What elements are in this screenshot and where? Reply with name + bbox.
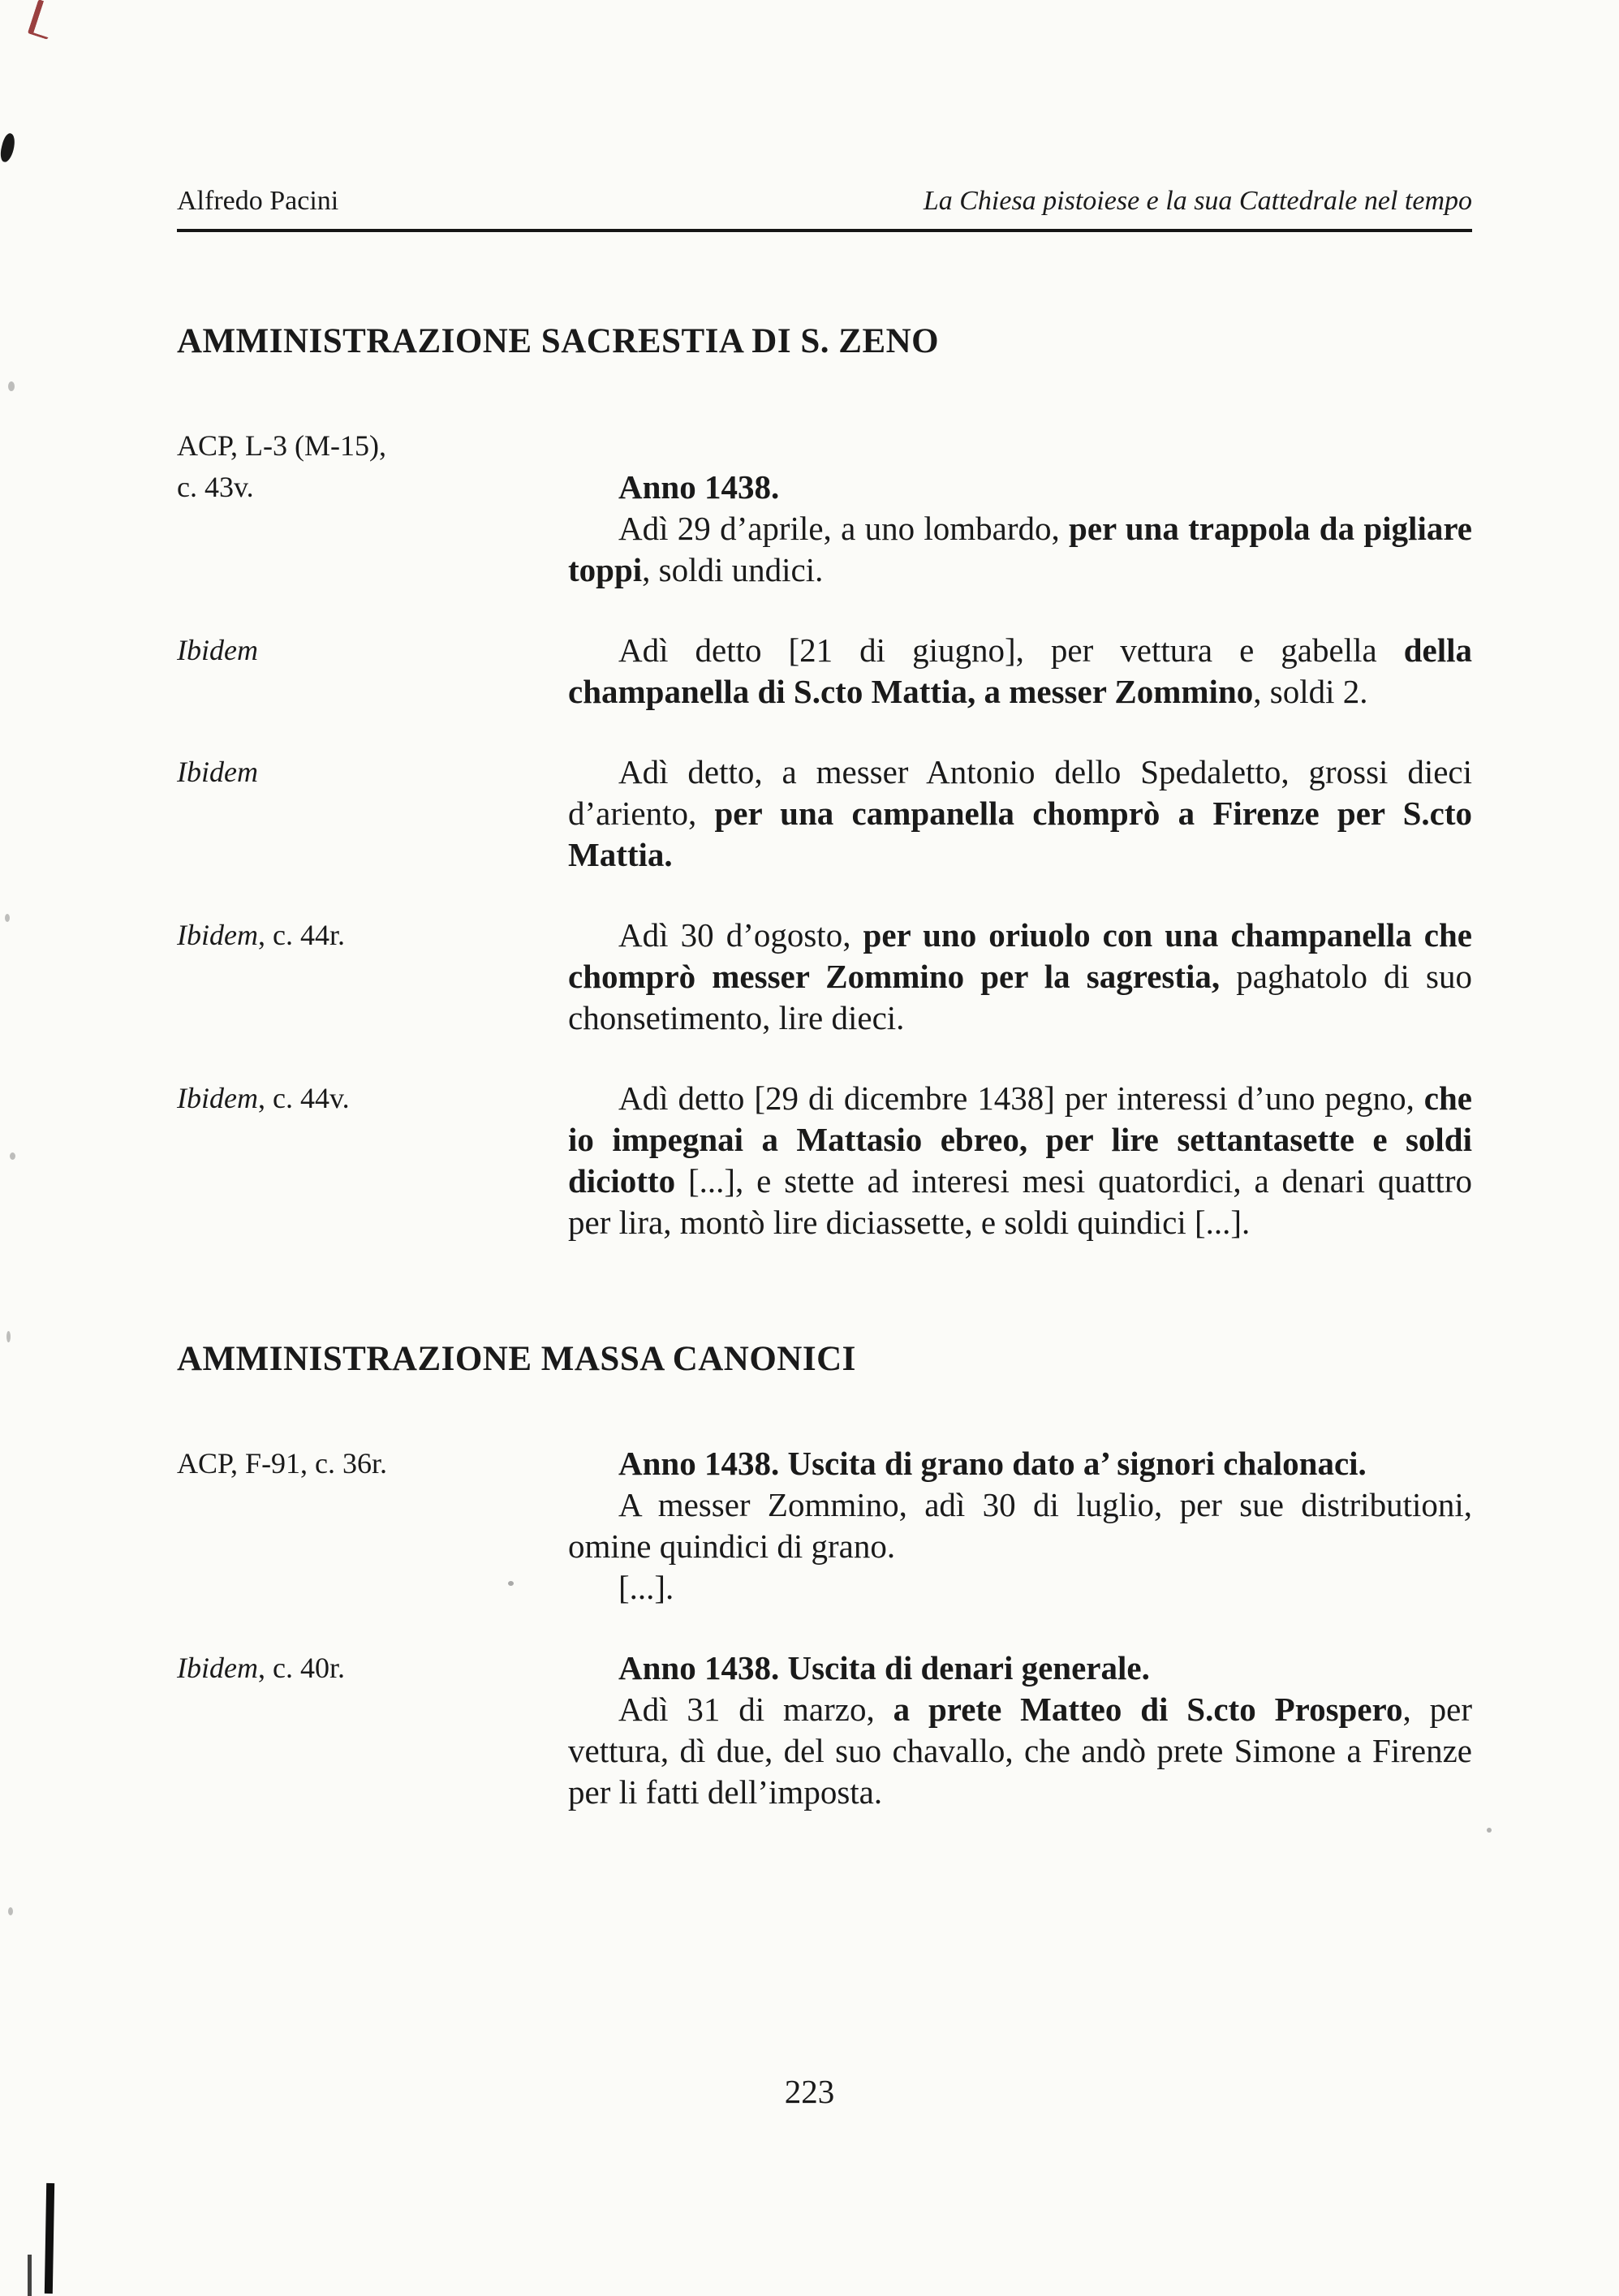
entry-paragraph: Adì detto, a messer Antonio dello Spedaletto, grossi dieci d’ariento, per una campanella chomprò a Firenze per S.cto Mattia. (568, 753, 1472, 873)
entry-text (568, 1648, 1472, 1813)
entry-text (568, 467, 1472, 591)
entry-paragraph: Adì 29 d’aprile, a uno lombardo, per una trappola da pigliare toppi, soldi undici. (568, 510, 1472, 588)
header-rule (177, 229, 1472, 232)
section-heading: AMMINISTRAZIONE SACRESTIA DI S. ZENO (177, 322, 940, 360)
entry-text (568, 1078, 1472, 1243)
scan-speck (6, 1331, 11, 1342)
source-reference (177, 915, 568, 1039)
source-reference-line: ACP, F-91, c. 36r. (177, 1447, 388, 1480)
section-sacrestia-s-zeno (177, 323, 1472, 1243)
entry (177, 752, 1472, 876)
scan-speck (8, 1907, 13, 1915)
entry-text (568, 1443, 1472, 1609)
entry-paragraph: Adì 31 di marzo, a prete Matteo di S.cto Prospero, per vettura, dì due, del suo chavallo, che andò prete Simone a Firenze per li fatti dell’imposta. (568, 1691, 1472, 1811)
entry-paragraph: Anno 1438. (618, 468, 780, 506)
entry (177, 1443, 1472, 1609)
scan-speck (5, 914, 10, 922)
entry-text (568, 752, 1472, 876)
entry (177, 1648, 1472, 1813)
page-number: 223 (784, 2073, 835, 2110)
entry (177, 425, 1472, 591)
source-reference-line: Ibidem (177, 634, 258, 666)
entry-paragraph: Adì 30 d’ogosto, per uno oriuolo con una champanella che chomprò messer Zommino per la sagrestia, paghatolo di suo chonsetimento, lire dieci. (568, 916, 1473, 1036)
scan-speck (8, 381, 15, 391)
entry-paragraph: [...]. (618, 1569, 674, 1606)
entry (177, 1078, 1472, 1243)
source-reference (177, 1443, 568, 1609)
source-reference (177, 425, 568, 591)
entry (177, 915, 1472, 1039)
scan-bar-artifact (28, 2255, 32, 2296)
entry-paragraph: A messer Zommino, adì 30 di luglio, per sue distributioni, omine quindici di grano. (568, 1486, 1472, 1565)
scan-speck (1487, 1828, 1492, 1833)
source-reference-line: Ibidem (177, 756, 258, 788)
entry-paragraph: Anno 1438. Uscita di grano dato a’ signori chalonaci. (618, 1445, 1367, 1482)
entry-text (568, 630, 1472, 713)
page-body (177, 185, 1472, 1852)
entry-paragraph: Adì detto [21 di giugno], per vettura e gabella della champanella di S.cto Mattia, a messer Zommino, soldi 2. (568, 631, 1472, 710)
entry-text (568, 915, 1472, 1039)
scan-bar-artifact (45, 2183, 54, 2294)
book-title: La Chiesa pistoiese e la sua Cattedrale nel tempo (923, 186, 1472, 216)
source-reference-line: ACP, L-3 (M-15), (177, 429, 386, 462)
running-header (177, 185, 1472, 218)
section-massa-canonici (177, 1341, 1472, 1813)
author-name: Alfredo Pacini (177, 186, 339, 216)
source-reference (177, 752, 568, 876)
section-heading: AMMINISTRAZIONE MASSA CANONICI (177, 1340, 856, 1378)
entry-paragraph: Anno 1438. Uscita di denari generale. (618, 1649, 1150, 1686)
source-reference-line: Ibidem, c. 44v. (177, 1082, 350, 1114)
pen-mark-artifact (28, 0, 58, 40)
source-reference (177, 630, 568, 713)
scan-speck (10, 1152, 15, 1160)
source-reference (177, 1078, 568, 1243)
ink-smudge-artifact (0, 132, 17, 164)
source-reference-line: Ibidem, c. 44r. (177, 919, 345, 951)
source-reference-line: c. 43v. (177, 471, 254, 503)
source-reference (177, 1648, 568, 1813)
source-reference-line: Ibidem, c. 40r. (177, 1652, 345, 1684)
entry-paragraph: Adì detto [29 di dicembre 1438] per interessi d’uno pegno, che io impegnai a Mattasio ebreo, per lire settantasette e soldi diciotto [...], e stette ad interesi mesi quatordici, a denari quattro per lira, montò lire diciassette, e soldi quindici [...]. (568, 1079, 1472, 1241)
entry (177, 630, 1472, 713)
